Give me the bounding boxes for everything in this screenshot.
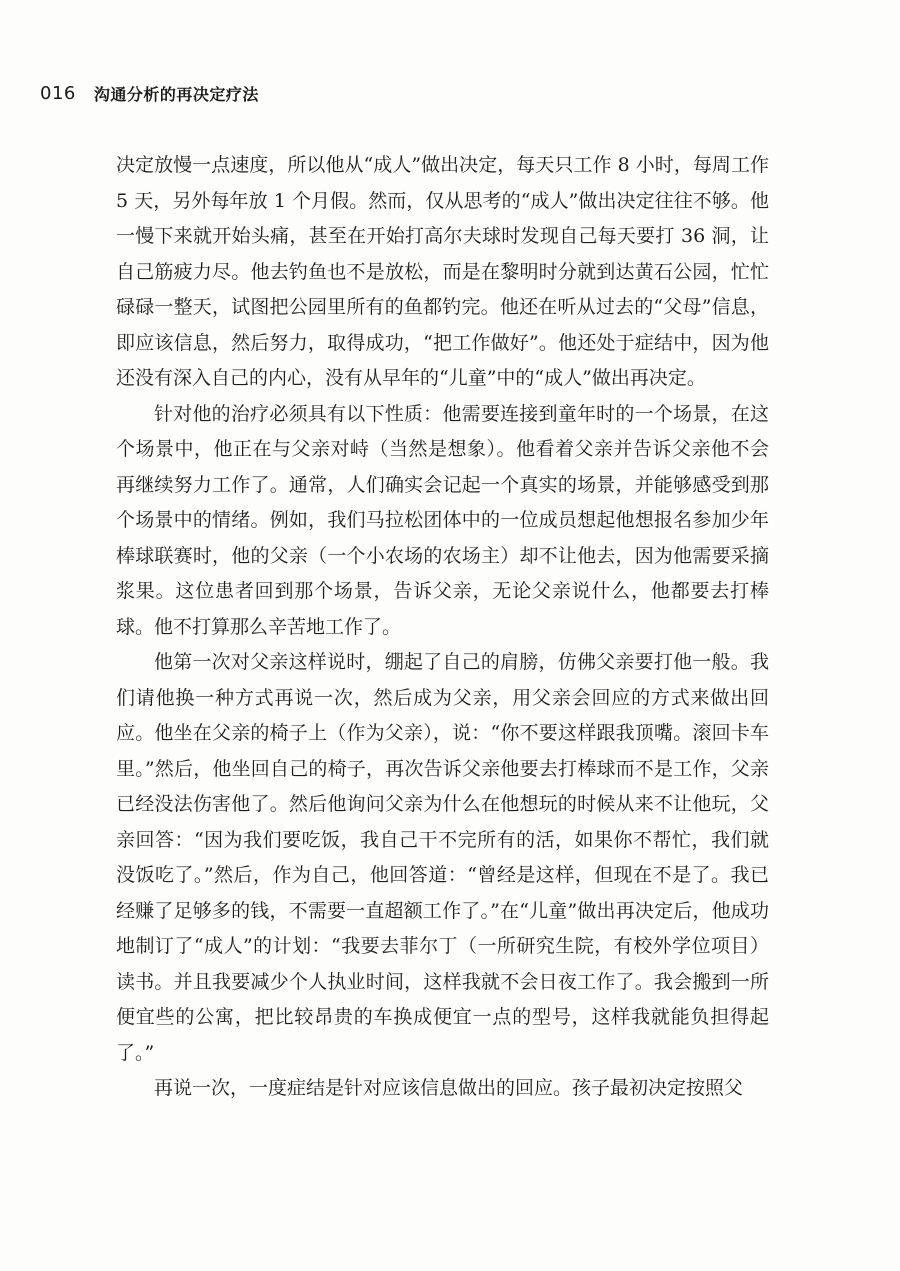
page-number: 016 [40, 82, 76, 104]
running-header [40, 78, 259, 108]
book-title: 沟通分析的再决定疗法 [93, 84, 259, 104]
paragraph-1: 决定放慢一点速度，所以他从“成人”做出决定，每天只工作 8 小时，每周工作 5 天，另外每年放 1 个月假。然而，仅从思考的“成人”做出决定往往不够。他一慢下来就开始头痛，甚至在开始打高尔夫球时发现自己每天要打 36 洞，让自己筋疲力尽。他去钓鱼也不是放松，而是在黎明时分就到达黄石公园，忙忙碌碌一整天，试图把公园里所有的鱼都钓完。他还在听从过去的“父母”信息，即应该信息，然后努力，取得成功，“把工作做好”。他还处于症结中，因为他还没有深入自己的内心，没有从早年的“儿童”中的“成人”做出再决定。 [116, 154, 769, 389]
paragraph-4: 再说一次，一度症结是针对应该信息做出的回应。孩子最初决定按照父 [154, 1077, 744, 1099]
paragraph-2: 针对他的治疗必须具有以下性质：他需要连接到童年时的一个场景，在这个场景中，他正在与父亲对峙（当然是想象）。他看着父亲并告诉父亲他不会再继续努力工作了。通常，人们确实会记起一个真实的场景，并能够感受到那个场景中的情绪。例如，我们马拉松团体中的一位成员想起他想报名参加少年棒球联赛时，他的父亲（一个小农场的农场主）却不让他去，因为他需要采摘浆果。这位患者回到那个场景，告诉父亲，无论父亲说什么，他都要去打棒球。他不打算那么辛苦地工作了。 [116, 402, 769, 638]
paragraph-3: 他第一次对父亲这样说时，绷起了自己的肩膀，仿佛父亲要打他一般。我们请他换一种方式再说一次，然后成为父亲，用父亲会回应的方式来做出回应。他坐在父亲的椅子上（作为父亲），说：“你不要这样跟我顶嘴。滚回卡车里。”然后，他坐回自己的椅子，再次告诉父亲他要去打棒球而不是工作，父亲已经没法伤害他了。然后他询问父亲为什么在他想玩的时候从来不让他玩，父亲回答：“因为我们要吃饭，我自己干不完所有的活，如果你不帮忙，我们就没饭吃了。”然后，作为自己，他回答道：“曾经是这样，但现在不是了。我已经赚了足够多的钱，不需要一直超额工作了。”在“儿童”做出再决定后，他成功地制订了“成人”的计划：“我要去菲尔丁（一所研究生院，有校外学位项目）读书。并且我要减少个人执业时间，这样我就不会日夜工作了。我会搬到一所便宜些的公寓，把比较昂贵的车换成便宜一点的型号，这样我就能负担得起了。” [116, 651, 769, 1064]
body-text [116, 148, 769, 1107]
